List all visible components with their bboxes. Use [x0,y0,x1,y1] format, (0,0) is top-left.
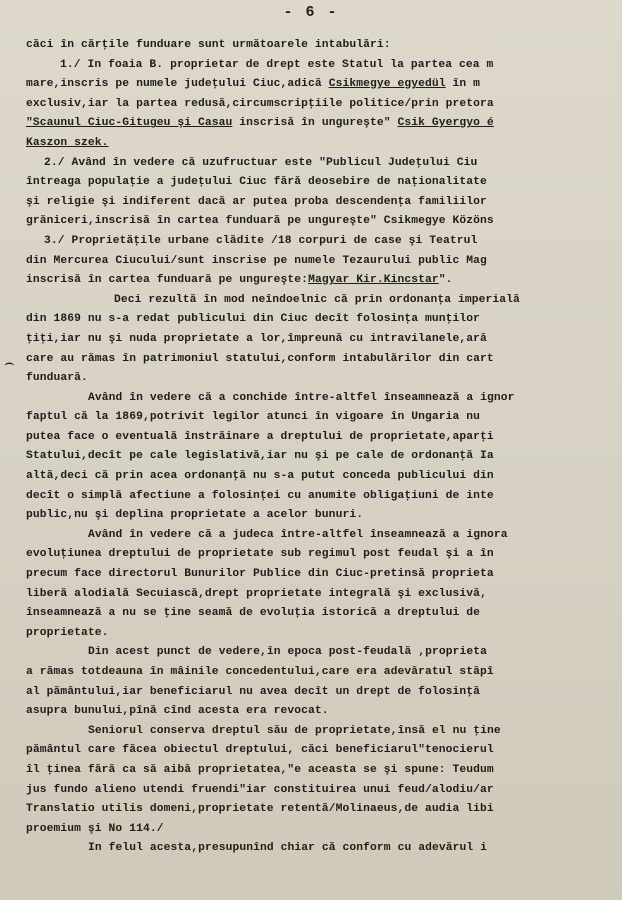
text-span: Având în vedere că a conchide între-altfel înseamnează a ignor [88,391,515,404]
text-span: pământul care făcea obiectul dreptului, căci beneficiarul"tenocierul [26,744,494,757]
text-line [26,134,616,154]
text-line [26,643,616,663]
text-span: decît o simplă afectiune a folosinţei cu anumite obligaţiuni de inte [26,489,494,502]
text-line [26,291,616,311]
text-line [26,56,616,76]
text-line [26,389,616,409]
text-span: înseamnează a nu se ţine seamă de evoluţia istorică a dreptului de [26,607,481,620]
text-span: evoluţiunea dreptului de proprietate sub regimul post feudal şi a în [26,548,494,561]
text-span: In felul acesta,presupunînd chiar că conform cu adevărul i [88,842,487,855]
underlined-text: Csik Gyergyo é [397,117,494,130]
text-span: Seniorul conserva dreptul său de proprietate,însă el nu ţine [88,724,501,737]
text-span: ţiţi,iar nu şi nuda proprietate a lor,împreună cu intravilanele,ară [26,332,487,345]
text-line [26,114,616,134]
text-line [26,800,616,820]
text-span: şi religie şi indiferent dacă ar putea proba descendenţa familiilor [26,195,487,208]
underlined-text: Magyar Kir.Kincstar [308,274,439,287]
text-span: al pământului,iar beneficiarul nu avea decît un drept de folosinţă [26,685,481,698]
text-line [26,702,616,722]
text-line [26,545,616,565]
text-span: 2./ Având în vedere că uzufructuar este "Publicul Judeţului Ciu [44,156,478,169]
text-span: 3./ Proprietăţile urbane clădite /18 corpuri de case şi Teatrul [44,234,478,247]
text-span: inscrisă în ungureşte" [232,117,398,130]
text-line [26,447,616,467]
text-span: jus fundo alieno utendi fruendi"iar constituirea unui feud/alodiu/ar [26,783,494,796]
underlined-text: Csikmegye egyedül [328,78,446,91]
text-line [26,741,616,761]
text-span: Având în vedere că a judeca între-altfel înseamnează a ignora [88,528,508,541]
text-span: liberă alodială Secuiască,drept proprietate integrală şi exclusivă, [26,587,487,600]
text-line [26,212,616,232]
text-line [26,820,616,840]
text-line [26,604,616,624]
text-span: inscrisă în cartea funduară pe ungureşte: [26,274,309,287]
text-line [26,310,616,330]
text-line [26,36,616,56]
text-span: exclusiv,iar la partea redusă,circumscripţiile politice/prin pretora [26,97,494,110]
text-span: proemium şi No 114./ [26,822,164,835]
text-span: grăniceri,inscrisă în cartea funduară pe ungureşte" Csikmegye Közöns [26,215,494,228]
text-span: mare,inscris pe numele judeţului Ciuc,adică [26,78,329,91]
text-line [26,252,616,272]
text-line [26,428,616,448]
text-line [26,95,616,115]
text-line [26,722,616,742]
document-body [26,36,616,859]
text-line [26,663,616,683]
text-line [26,683,616,703]
underlined-text: "Scaunul Ciuc-Gitugeu şi Casau [26,117,233,130]
underlined-text: Kaszon szek. [26,136,109,149]
text-span: faptul că la 1869,potrivit legilor atunci în vigoare în Ungaria nu [26,411,481,424]
text-line [26,75,616,95]
text-line [26,330,616,350]
text-span: Din acest punct de vedere,în epoca post-feudală ,proprieta [88,646,487,659]
margin-annotation: ⌢ [4,355,15,373]
text-line [26,781,616,801]
text-line [26,761,616,781]
text-span: altă,deci că prin acea ordonanţă nu s-a putut conceda publicului din [26,470,494,483]
text-span: public,nu şi deplina proprietate a acelor bunuri. [26,509,364,522]
text-span: funduară. [26,372,88,385]
text-span: îl ţinea fără ca să aibă proprietatea,"e aceasta se şi spune: Teudum [26,763,494,776]
text-line [26,467,616,487]
text-span: din 1869 nu s-a redat publicului din Ciuc decît folosinţa munţilor [26,313,481,326]
text-span: în m [445,78,481,91]
text-span: 1./ In foaia B. proprietar de drept este Statul la partea cea m [60,58,494,71]
text-line [26,369,616,389]
text-line [26,408,616,428]
text-span: întreaga populaţie a judeţului Ciuc fără deosebire de naţionalitate [26,176,487,189]
text-line [26,839,616,859]
text-span: din Mercurea Ciucului/sunt inscrise pe numele Tezaurului public Mag [26,254,487,267]
text-line [26,624,616,644]
text-line [26,173,616,193]
text-span: Statului,decît pe cale legislativă,iar nu şi pe cale de ordonanţă Ia [26,450,494,463]
text-line [26,350,616,370]
text-line [26,506,616,526]
text-line [26,154,616,174]
text-line [26,232,616,252]
text-span: proprietate. [26,626,109,639]
text-span: care au rămas în patrimoniul statului,conform intabulărilor din cart [26,352,494,365]
text-line [26,585,616,605]
text-span: Translatio utilis domeni,proprietate retentă/Molinaeus,de audia libi [26,803,494,816]
text-span: Deci rezultă în mod neîndoelnic că prin ordonanţa imperială [114,293,520,306]
text-line [26,526,616,546]
page-number: - 6 - [283,4,339,21]
text-span: ". [438,274,453,287]
text-span: putea face o eventuală înstrăinare a dreptului de proprietate,aparţi [26,430,494,443]
text-span: a rămas totdeauna în mâinile concedentului,care era adevăratul stăpî [26,666,494,678]
text-span: precum face directorul Bunurilor Publice din Ciuc-pretinsă proprieta [26,568,494,581]
text-line [26,565,616,585]
text-span: căci în cărţile funduare sunt următoarele intabulări: [26,39,391,51]
text-line [26,193,616,213]
text-line [26,271,616,291]
text-span: asupra bunului,pînă cînd acesta era revocat. [26,705,329,718]
text-line [26,487,616,507]
